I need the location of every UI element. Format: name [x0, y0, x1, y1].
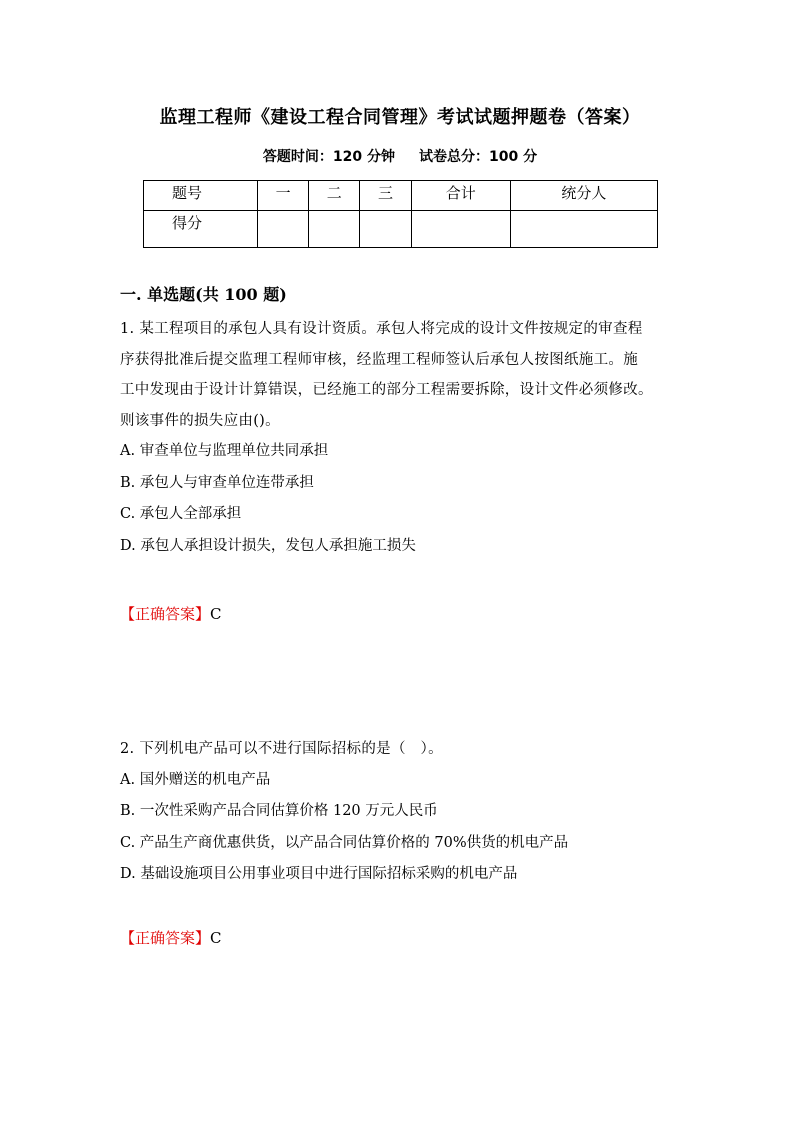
score-table-empty-cell [510, 211, 657, 248]
answer-label: 【正确答案】 [120, 605, 211, 623]
question-stem [120, 314, 690, 436]
score-table-cell: 得分 [144, 211, 258, 248]
question-stem-line: 则该事件的损失应由()。 [120, 412, 280, 429]
option-b: B. 承包人与审查单位连带承担 [120, 474, 314, 491]
question-stem-line: 工中发现由于设计计算错误，已经施工的部分工程需要拆除，设计文件必须修改。 [120, 382, 653, 398]
answer-1 [120, 603, 222, 624]
exam-time: 答题时间：120 分钟 [262, 149, 395, 165]
score-table-empty-cell [411, 211, 510, 248]
option-d: D. 基础设施项目公用事业项目中进行国际招标采购的机电产品 [120, 866, 518, 882]
score-table-empty-cell [360, 211, 411, 248]
option-a: A. 审查单位与监理单位共同承担 [120, 443, 329, 459]
question-1 [120, 314, 690, 562]
section-title: 一. 单选题(共 100 题) [120, 285, 287, 304]
question-stem-line: 2. 下列机电产品可以不进行国际招标的是（ ）。 [120, 741, 443, 757]
score-table-header-row [144, 181, 658, 211]
score-table-cell: 三 [360, 181, 411, 211]
answer-label: 【正确答案】 [120, 929, 211, 947]
score-table-cell: 题号 [144, 181, 258, 211]
score-table-empty-cell [309, 211, 360, 248]
option-c: C. 产品生产商优惠供货，以产品合同估算价格的 70%供货的机电产品 [120, 834, 569, 851]
exam-total-score: 试卷总分：100 分 [419, 149, 538, 165]
answer-2 [120, 927, 222, 948]
score-table-cell: 一 [258, 181, 309, 211]
page-title: 监理工程师《建设工程合同管理》考试试题押题卷（答案） [159, 107, 641, 128]
score-table-cell: 合计 [411, 181, 510, 211]
score-table-empty-cell [258, 211, 309, 248]
score-table-cell: 统分人 [510, 181, 657, 211]
answer-value: C [210, 605, 222, 623]
question-stem [120, 734, 690, 765]
option-d: D. 承包人承担设计损失，发包人承担施工损失 [120, 537, 416, 554]
exam-meta [0, 146, 800, 166]
score-table-cell: 二 [309, 181, 360, 211]
option-c: C. 承包人全部承担 [120, 506, 242, 522]
question-stem-line: 序获得批准后提交监理工程师审核，经监理工程师签认后承包人按图纸施工。施 [120, 351, 638, 368]
answer-value: C [210, 929, 222, 947]
option-b: B. 一次性采购产品合同估算价格 120 万元人民币 [120, 803, 438, 819]
score-table [143, 180, 658, 248]
question-stem-line: 1. 某工程项目的承包人具有设计资质。承包人将完成的设计文件按规定的审查程 [120, 321, 643, 337]
option-a: A. 国外赠送的机电产品 [120, 771, 271, 788]
score-table-score-row [144, 211, 658, 248]
question-2 [120, 734, 690, 891]
